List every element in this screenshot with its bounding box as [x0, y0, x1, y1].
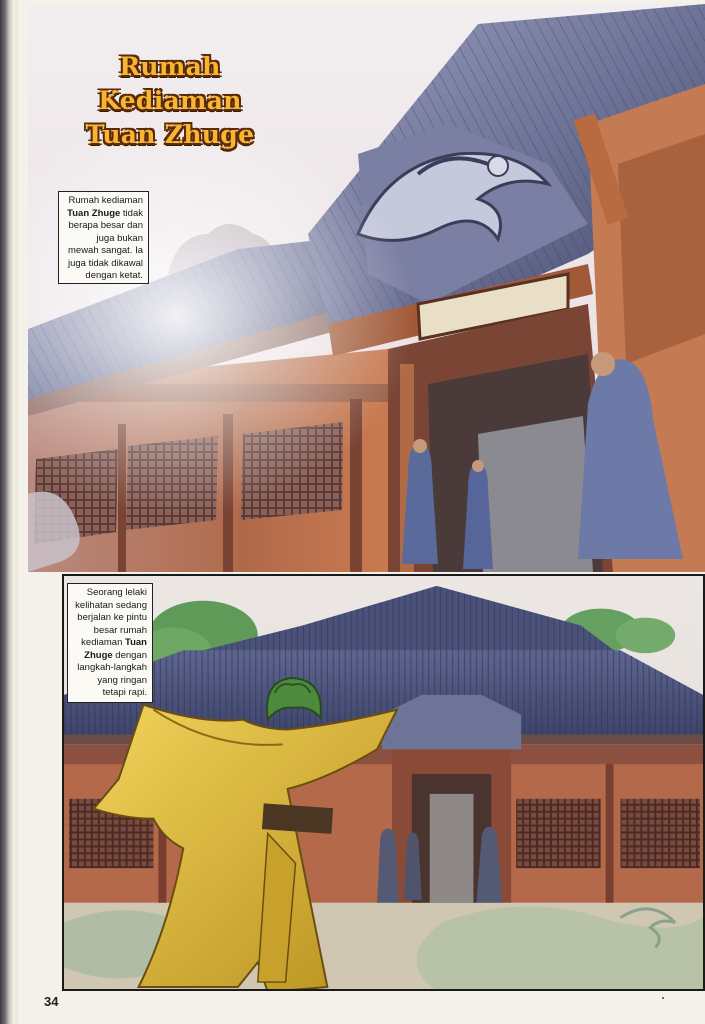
caption-box-top — [58, 191, 149, 284]
caption-bottom-text-1: Seorang lelaki kelihatan sedang berjalan ke pintu besar rumah kediaman — [75, 587, 147, 648]
caption-bottom-text-2: dengan langkah-langkah yang ringan tetapi rapi. — [77, 649, 147, 698]
page-title — [70, 50, 270, 152]
panel-man-walking — [62, 574, 705, 991]
caption-top-text-2: tidak berapa besar dan juga bukan mewah sangat. Ia juga tidak dikawal dengan ketat. — [68, 207, 143, 281]
caption-top-name: Tuan Zhuge — [67, 207, 121, 219]
page-number: 34 — [44, 994, 59, 1009]
title-line-2: Kediaman — [98, 86, 242, 115]
title-line-1: Rumah — [119, 52, 221, 81]
page-speck — [662, 997, 664, 999]
caption-box-bottom — [67, 583, 153, 703]
caption-top-text-1: Rumah kediaman — [68, 195, 143, 206]
title-line-3: Tuan Zhuge — [85, 120, 255, 149]
caption-bottom-name: Tuan Zhuge — [84, 637, 147, 661]
man-walking-illustration — [64, 576, 703, 989]
